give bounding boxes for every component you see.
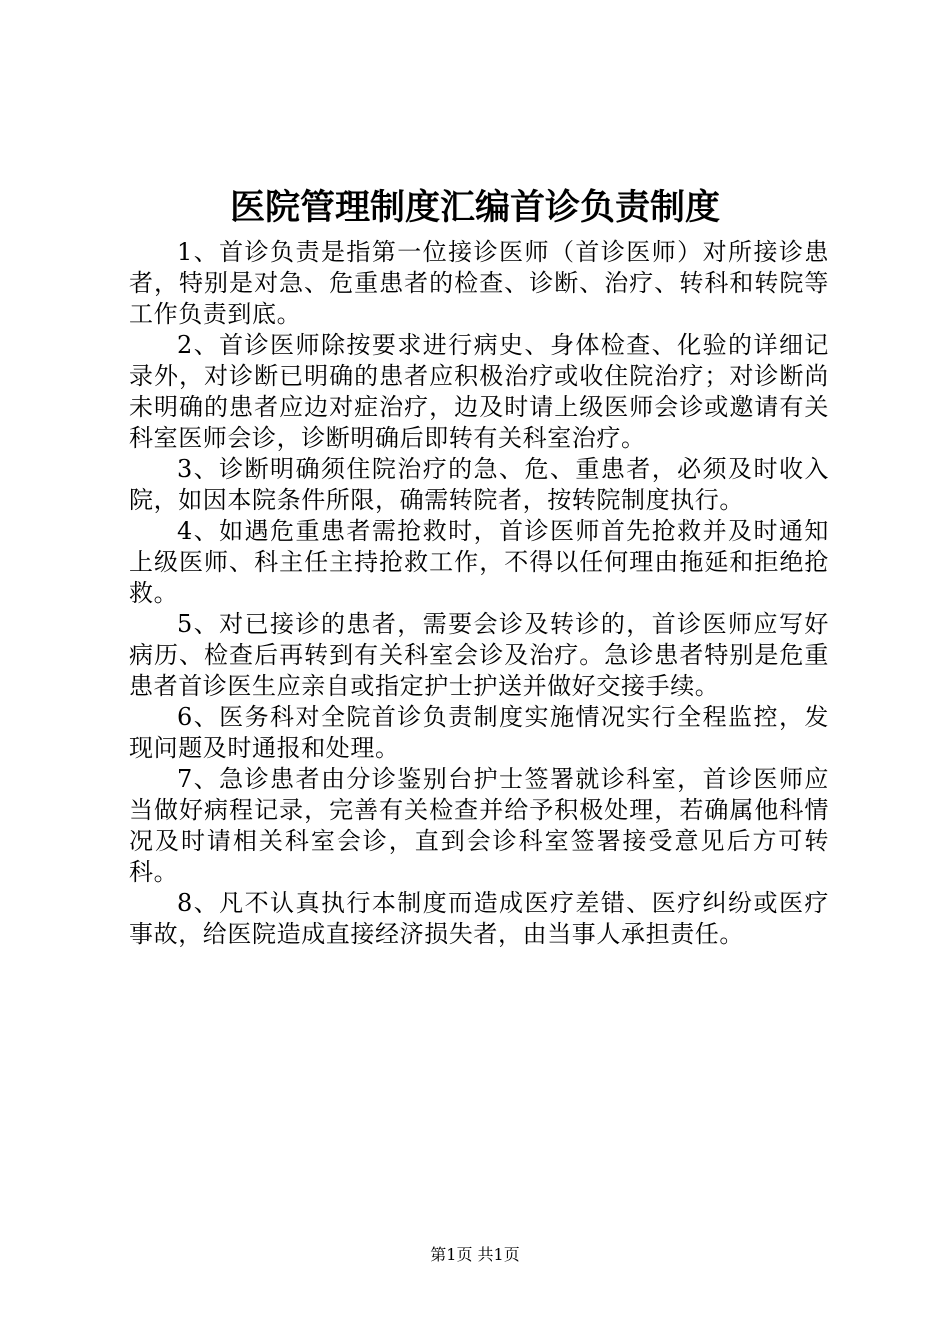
paragraph-8: 8、凡不认真执行本制度而造成医疗差错、医疗纠纷或医疗事故，给医院造成直接经济损失者，由当事人承担责任。: [129, 889, 829, 948]
paragraph-3: 3、诊断明确须住院治疗的急、危、重患者，必须及时收入院，如因本院条件所限，确需转院者，按转院制度执行。: [129, 455, 829, 514]
paragraph-6: 6、医务科对全院首诊负责制度实施情况实行全程监控，发现问题及时通报和处理。: [129, 703, 829, 762]
paragraph-1: 1、首诊负责是指第一位接诊医师（首诊医师）对所接诊患者，特别是对急、危重患者的检查、诊断、治疗、转科和转院等工作负责到底。: [129, 238, 829, 328]
paragraph-5: 5、对已接诊的患者，需要会诊及转诊的，首诊医师应写好病历、检查后再转到有关科室会诊及治疗。急诊患者特别是危重患者首诊医生应亲自或指定护士护送并做好交接手续。: [129, 610, 829, 700]
paragraph-4: 4、如遇危重患者需抢救时，首诊医师首先抢救并及时通知上级医师、科主任主持抢救工作，不得以任何理由拖延和拒绝抢救。: [129, 517, 829, 607]
page-footer: 第1页 共1页: [430, 1245, 520, 1264]
paragraph-7: 7、急诊患者由分诊鉴别台护士签署就诊科室，首诊医师应当做好病程记录，完善有关检查并给予积极处理，若确属他科情况及时请相关科室会诊，直到会诊科室签署接受意见后方可转科。: [129, 765, 829, 886]
document-title: 医院管理制度汇编首诊负责制度: [229, 187, 720, 228]
paragraph-2: 2、首诊医师除按要求进行病史、身体检查、化验的详细记录外，对诊断已明确的患者应积极治疗或收住院治疗；对诊断尚未明确的患者应边对症治疗，边及时请上级医师会诊或邀请有关科室医师会诊，诊断明确后即转有关科室治疗。: [129, 331, 829, 452]
document-body: [129, 237, 829, 950]
